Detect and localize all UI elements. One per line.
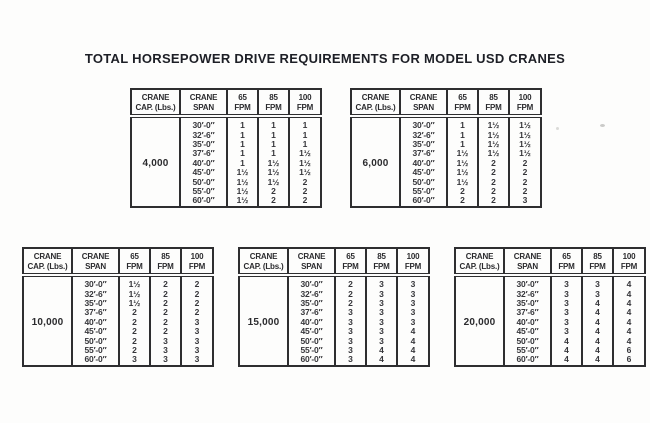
- header-line: CAP. (Lbs.): [355, 102, 396, 112]
- crane-span-value: 50′-0″: [288, 337, 335, 346]
- hp-value: 1: [289, 116, 321, 130]
- hp-value: 1: [258, 116, 289, 130]
- hp-value: 3: [366, 308, 397, 317]
- hp-value: 2: [181, 275, 213, 289]
- hp-value: 2: [509, 168, 541, 177]
- col-header-85-fpm: [258, 89, 289, 116]
- hp-value: 3: [335, 355, 366, 365]
- hp-value: 4: [582, 327, 613, 336]
- crane-span-value: 40′-0″: [288, 318, 335, 327]
- header-line: 100: [622, 252, 636, 261]
- hp-value: 3: [119, 355, 150, 365]
- crane-span-value: 30′-0″: [400, 116, 447, 130]
- header-line: 85: [269, 93, 278, 102]
- hp-value: 4: [397, 327, 429, 336]
- crane-span-value: 32′-6″: [504, 290, 551, 299]
- hp-value: 4: [582, 346, 613, 355]
- crane-span-value: 35′-0″: [400, 140, 447, 149]
- hp-value: 1½: [119, 299, 150, 308]
- header-line: 85: [489, 93, 498, 102]
- crane-span-value: 50′-0″: [504, 337, 551, 346]
- hp-value: 3: [181, 355, 213, 365]
- header-line: FPM: [265, 102, 282, 112]
- hp-value: 2: [509, 178, 541, 187]
- hp-table-grid: [130, 88, 322, 208]
- hp-value: 1½: [478, 131, 509, 140]
- header-line: CRANE: [141, 93, 170, 102]
- hp-table-20000: [454, 247, 646, 367]
- hp-value: 3: [551, 308, 582, 317]
- crane-span-value: 45′-0″: [288, 327, 335, 336]
- crane-span-value: 30′-0″: [288, 275, 335, 289]
- hp-value: 1½: [509, 131, 541, 140]
- hp-value: 4: [582, 318, 613, 327]
- hp-value: 1½: [227, 178, 258, 187]
- col-header-85-fpm: [478, 89, 509, 116]
- hp-value: 4: [582, 355, 613, 365]
- crane-span-value: 32′-6″: [180, 131, 227, 140]
- header-line: CRANE: [189, 93, 218, 102]
- col-header-crane-span: [180, 89, 227, 116]
- header-line: CRANE: [465, 252, 494, 261]
- crane-span-value: 60′-0″: [400, 196, 447, 206]
- hp-value: 4: [613, 299, 645, 308]
- hp-value: 1½: [258, 178, 289, 187]
- col-header-65-fpm: [119, 248, 150, 275]
- crane-capacity-value: 20,000: [455, 275, 504, 366]
- hp-value: 2: [478, 178, 509, 187]
- hp-value: 6: [613, 355, 645, 365]
- crane-span-value: 60′-0″: [72, 355, 119, 365]
- hp-value: 3: [551, 275, 582, 289]
- hp-value: 1½: [289, 168, 321, 177]
- hp-table-15000: [238, 247, 430, 367]
- crane-span-value: 37′-6″: [400, 149, 447, 158]
- table-body: [131, 116, 321, 207]
- crane-span-value: 37′-6″: [180, 149, 227, 158]
- header-line: 85: [593, 252, 602, 261]
- crane-span-value: 45′-0″: [504, 327, 551, 336]
- header-line: CRANE: [249, 252, 278, 261]
- header-line: 65: [562, 252, 571, 261]
- hp-value: 1: [258, 131, 289, 140]
- hp-value: 4: [613, 318, 645, 327]
- hp-value: 2: [258, 187, 289, 196]
- hp-value: 1½: [289, 149, 321, 158]
- header-row: [131, 89, 321, 116]
- hp-value: 2: [181, 299, 213, 308]
- header-line: CRANE: [81, 252, 110, 261]
- hp-value: 3: [366, 275, 397, 289]
- hp-value: 1½: [478, 116, 509, 130]
- hp-value: 3: [335, 318, 366, 327]
- hp-value: 3: [366, 290, 397, 299]
- hp-value: 3: [397, 275, 429, 289]
- header-line: FPM: [404, 261, 422, 271]
- hp-value: 2: [119, 337, 150, 346]
- hp-value: 2: [335, 299, 366, 308]
- hp-value: 3: [582, 275, 613, 289]
- header-line: FPM: [558, 261, 575, 271]
- hp-value: 1½: [227, 196, 258, 206]
- hp-value: 1½: [447, 168, 478, 177]
- crane-span-value: 35′-0″: [504, 299, 551, 308]
- header-line: FPM: [157, 261, 174, 271]
- col-header-85-fpm: [150, 248, 181, 275]
- header-line: FPM: [516, 102, 534, 112]
- hp-value: 1½: [119, 275, 150, 289]
- hp-value: 1½: [289, 159, 321, 168]
- header-line: CRANE: [409, 93, 438, 102]
- header-line: FPM: [589, 261, 606, 271]
- crane-span-value: 45′-0″: [400, 168, 447, 177]
- header-line: FPM: [126, 261, 143, 271]
- hp-table-grid: [238, 247, 430, 367]
- col-header-crane-cap: [23, 248, 72, 275]
- hp-value: 2: [509, 187, 541, 196]
- col-header-crane-span: [400, 89, 447, 116]
- header-row: [455, 248, 645, 275]
- hp-value: 3: [181, 337, 213, 346]
- hp-value: 3: [551, 299, 582, 308]
- header-line: CAP. (Lbs.): [135, 102, 176, 112]
- hp-value: 1: [447, 140, 478, 149]
- col-header-crane-cap: [239, 248, 288, 275]
- table-row: [131, 116, 321, 130]
- header-line: 65: [458, 93, 467, 102]
- hp-value: 3: [509, 196, 541, 206]
- col-header-crane-span: [72, 248, 119, 275]
- header-line: SPAN: [413, 102, 434, 112]
- col-header-crane-cap: [131, 89, 180, 116]
- hp-value: 2: [289, 178, 321, 187]
- crane-capacity-value: 10,000: [23, 275, 72, 366]
- hp-value: 1: [227, 159, 258, 168]
- table-row: [351, 116, 541, 130]
- hp-value: 4: [551, 355, 582, 365]
- col-header-100-fpm: [397, 248, 429, 275]
- hp-value: 2: [119, 318, 150, 327]
- hp-value: 3: [366, 299, 397, 308]
- header-line: CRANE: [297, 252, 326, 261]
- hp-value: 2: [478, 187, 509, 196]
- hp-value: 1½: [509, 149, 541, 158]
- header-line: FPM: [188, 261, 206, 271]
- hp-value: 1½: [478, 149, 509, 158]
- crane-span-value: 45′-0″: [180, 168, 227, 177]
- hp-value: 3: [582, 290, 613, 299]
- header-line: FPM: [342, 261, 359, 271]
- hp-value: 2: [478, 159, 509, 168]
- table-body: [23, 275, 213, 366]
- hp-table-10000: [22, 247, 214, 367]
- hp-value: 2: [150, 275, 181, 289]
- hp-value: 2: [289, 187, 321, 196]
- table-row: [455, 275, 645, 289]
- hp-value: 4: [366, 346, 397, 355]
- hp-value: 1½: [227, 187, 258, 196]
- crane-span-value: 50′-0″: [180, 178, 227, 187]
- col-header-65-fpm: [335, 248, 366, 275]
- col-header-crane-span: [504, 248, 551, 275]
- hp-value: 1: [289, 131, 321, 140]
- col-header-65-fpm: [447, 89, 478, 116]
- col-header-100-fpm: [613, 248, 645, 275]
- header-line: 85: [161, 252, 170, 261]
- hp-value: 1½: [227, 168, 258, 177]
- col-header-65-fpm: [551, 248, 582, 275]
- hp-value: 3: [397, 290, 429, 299]
- hp-value: 4: [397, 337, 429, 346]
- hp-value: 2: [150, 327, 181, 336]
- hp-value: 4: [551, 337, 582, 346]
- hp-value: 2: [447, 187, 478, 196]
- hp-value: 4: [613, 275, 645, 289]
- crane-span-value: 55′-0″: [400, 187, 447, 196]
- crane-span-value: 55′-0″: [72, 346, 119, 355]
- hp-value: 3: [150, 337, 181, 346]
- scan-speck: [600, 124, 605, 127]
- hp-value: 1½: [509, 116, 541, 130]
- hp-value: 3: [397, 318, 429, 327]
- crane-span-value: 37′-6″: [72, 308, 119, 317]
- hp-value: 4: [582, 299, 613, 308]
- hp-value: 1½: [478, 140, 509, 149]
- hp-value: 2: [150, 318, 181, 327]
- col-header-85-fpm: [582, 248, 613, 275]
- crane-span-value: 40′-0″: [400, 159, 447, 168]
- hp-value: 2: [478, 168, 509, 177]
- hp-value: 3: [335, 337, 366, 346]
- hp-value: 1: [258, 140, 289, 149]
- hp-value: 3: [335, 308, 366, 317]
- hp-table-4000: [130, 88, 322, 208]
- hp-value: 2: [335, 275, 366, 289]
- header-line: 85: [377, 252, 386, 261]
- header-line: 100: [518, 93, 532, 102]
- header-line: 65: [346, 252, 355, 261]
- hp-value: 1: [227, 131, 258, 140]
- hp-value: 1: [227, 149, 258, 158]
- crane-span-value: 55′-0″: [288, 346, 335, 355]
- hp-value: 1½: [509, 140, 541, 149]
- header-line: FPM: [296, 102, 314, 112]
- hp-value: 1: [447, 116, 478, 130]
- table-body: [351, 116, 541, 207]
- hp-value: 3: [335, 327, 366, 336]
- header-line: FPM: [373, 261, 390, 271]
- hp-value: 1½: [447, 178, 478, 187]
- header-line: SPAN: [517, 261, 538, 271]
- crane-span-value: 50′-0″: [72, 337, 119, 346]
- hp-value: 2: [181, 308, 213, 317]
- crane-span-value: 35′-0″: [72, 299, 119, 308]
- hp-value: 4: [613, 308, 645, 317]
- crane-span-value: 55′-0″: [180, 187, 227, 196]
- hp-value: 1½: [258, 159, 289, 168]
- header-line: 100: [406, 252, 420, 261]
- hp-value: 2: [447, 196, 478, 206]
- hp-value: 1½: [258, 168, 289, 177]
- hp-value: 3: [150, 355, 181, 365]
- hp-value: 3: [397, 299, 429, 308]
- hp-value: 3: [366, 327, 397, 336]
- header-row: [23, 248, 213, 275]
- hp-value: 3: [551, 327, 582, 336]
- hp-value: 3: [397, 308, 429, 317]
- hp-value: 3: [150, 346, 181, 355]
- crane-span-value: 40′-0″: [180, 159, 227, 168]
- crane-span-value: 35′-0″: [288, 299, 335, 308]
- col-header-65-fpm: [227, 89, 258, 116]
- col-header-100-fpm: [181, 248, 213, 275]
- crane-span-value: 45′-0″: [72, 327, 119, 336]
- crane-capacity-value: 6,000: [351, 116, 400, 207]
- hp-value: 1: [227, 116, 258, 130]
- scan-speck: [556, 127, 559, 130]
- hp-value: 4: [366, 355, 397, 365]
- col-header-100-fpm: [509, 89, 541, 116]
- header-line: CAP. (Lbs.): [27, 261, 68, 271]
- header-line: SPAN: [301, 261, 322, 271]
- hp-table-grid: [454, 247, 646, 367]
- hp-value: 2: [150, 299, 181, 308]
- header-line: SPAN: [85, 261, 106, 271]
- header-line: FPM: [485, 102, 502, 112]
- hp-value: 4: [613, 327, 645, 336]
- table-body: [455, 275, 645, 366]
- header-line: CRANE: [513, 252, 542, 261]
- hp-value: 2: [289, 196, 321, 206]
- header-line: CRANE: [33, 252, 62, 261]
- hp-value: 2: [119, 308, 150, 317]
- table-row: [239, 275, 429, 289]
- header-line: FPM: [234, 102, 251, 112]
- crane-capacity-value: 15,000: [239, 275, 288, 366]
- header-line: 100: [190, 252, 204, 261]
- hp-value: 4: [613, 337, 645, 346]
- hp-value: 2: [258, 196, 289, 206]
- hp-value: 1: [447, 131, 478, 140]
- hp-value: 2: [119, 346, 150, 355]
- crane-span-value: 35′-0″: [180, 140, 227, 149]
- crane-span-value: 40′-0″: [72, 318, 119, 327]
- hp-value: 2: [119, 327, 150, 336]
- crane-span-value: 40′-0″: [504, 318, 551, 327]
- crane-span-value: 32′-6″: [400, 131, 447, 140]
- hp-value: 6: [613, 346, 645, 355]
- hp-value: 3: [366, 318, 397, 327]
- header-line: SPAN: [193, 102, 214, 112]
- header-line: 100: [298, 93, 312, 102]
- header-row: [239, 248, 429, 275]
- header-line: 65: [130, 252, 139, 261]
- hp-value: 3: [181, 318, 213, 327]
- crane-span-value: 60′-0″: [504, 355, 551, 365]
- hp-value: 1½: [447, 149, 478, 158]
- hp-value: 4: [613, 290, 645, 299]
- hp-value: 4: [397, 355, 429, 365]
- hp-value: 2: [150, 308, 181, 317]
- crane-span-value: 50′-0″: [400, 178, 447, 187]
- col-header-crane-cap: [455, 248, 504, 275]
- crane-capacity-value: 4,000: [131, 116, 180, 207]
- hp-value: 2: [509, 159, 541, 168]
- header-line: CAP. (Lbs.): [459, 261, 500, 271]
- hp-value: 1: [227, 140, 258, 149]
- hp-value: 3: [366, 337, 397, 346]
- table-row: [23, 275, 213, 289]
- crane-span-value: 32′-6″: [72, 290, 119, 299]
- hp-value: 1½: [447, 159, 478, 168]
- hp-value: 3: [335, 346, 366, 355]
- hp-value: 2: [150, 290, 181, 299]
- hp-value: 3: [181, 346, 213, 355]
- header-line: 65: [238, 93, 247, 102]
- crane-span-value: 60′-0″: [180, 196, 227, 206]
- crane-span-value: 55′-0″: [504, 346, 551, 355]
- header-line: FPM: [454, 102, 471, 112]
- header-line: CRANE: [361, 93, 390, 102]
- hp-value: 1: [258, 149, 289, 158]
- hp-table-grid: [22, 247, 214, 367]
- crane-span-value: 30′-0″: [72, 275, 119, 289]
- hp-value: 2: [335, 290, 366, 299]
- hp-value: 1½: [119, 290, 150, 299]
- hp-value: 3: [181, 327, 213, 336]
- header-row: [351, 89, 541, 116]
- table-body: [239, 275, 429, 366]
- hp-value: 4: [582, 308, 613, 317]
- hp-value: 3: [551, 318, 582, 327]
- page-title: TOTAL HORSEPOWER DRIVE REQUIREMENTS FOR MODEL USD CRANES: [84, 51, 566, 66]
- crane-span-value: 30′-0″: [180, 116, 227, 130]
- hp-value: 2: [181, 290, 213, 299]
- hp-value: 1: [289, 140, 321, 149]
- hp-value: 2: [478, 196, 509, 206]
- crane-span-value: 30′-0″: [504, 275, 551, 289]
- col-header-85-fpm: [366, 248, 397, 275]
- col-header-crane-span: [288, 248, 335, 275]
- hp-table-6000: [350, 88, 542, 208]
- hp-value: 4: [551, 346, 582, 355]
- crane-span-value: 32′-6″: [288, 290, 335, 299]
- hp-value: 3: [551, 290, 582, 299]
- hp-table-grid: [350, 88, 542, 208]
- crane-span-value: 60′-0″: [288, 355, 335, 365]
- col-header-100-fpm: [289, 89, 321, 116]
- header-line: CAP. (Lbs.): [243, 261, 284, 271]
- hp-value: 4: [582, 337, 613, 346]
- hp-value: 4: [397, 346, 429, 355]
- header-line: FPM: [620, 261, 638, 271]
- crane-span-value: 37′-6″: [288, 308, 335, 317]
- crane-span-value: 37′-6″: [504, 308, 551, 317]
- col-header-crane-cap: [351, 89, 400, 116]
